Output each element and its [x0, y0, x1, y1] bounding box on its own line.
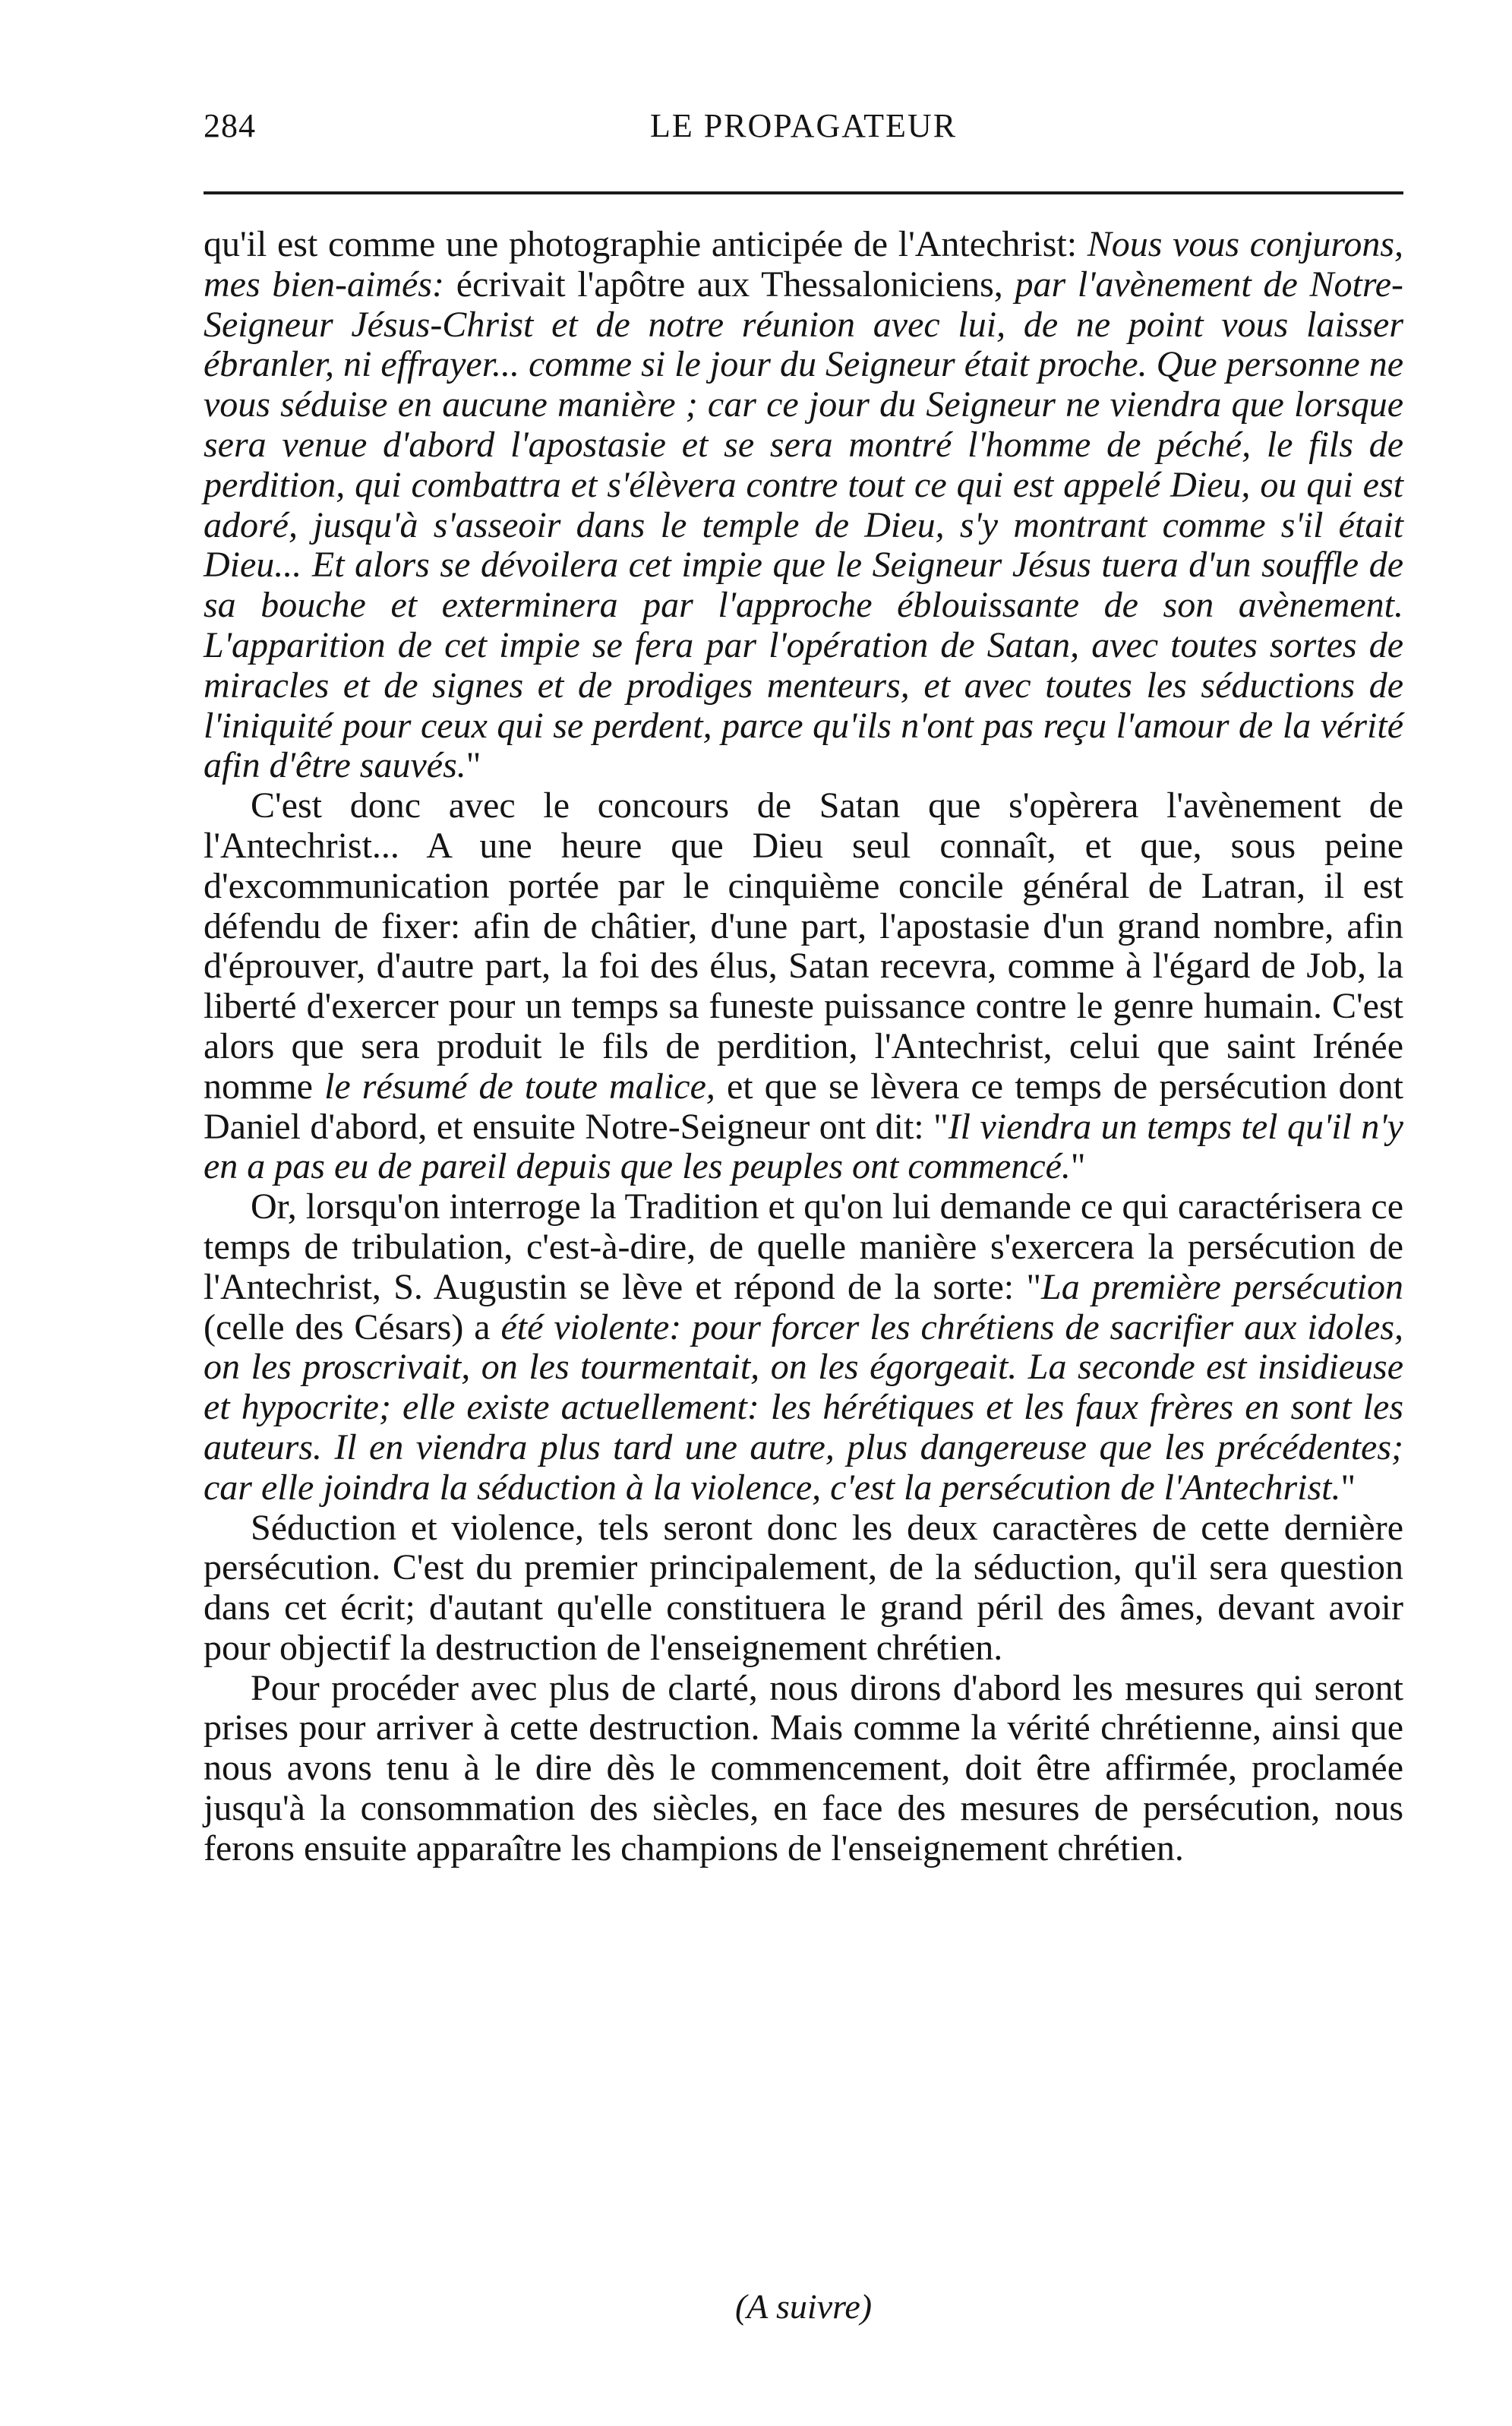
header-rule: [204, 191, 1403, 194]
text: (celle des Césars) a: [204, 1306, 501, 1347]
text: écrivait l'apôtre aux Thessaloniciens,: [443, 264, 1015, 305]
text: ": [466, 745, 481, 786]
text: C'est donc avec le concours de Satan que s'opèrera l'avènement de l'Antechrist... A une heure que Dieu seul connaît, et que, sous peine d'excommunication portée par le cinquième concile général de Latran, il est défendu de fixer: afin de châtier, d'une part, l'apostasie d'un grand nombre, afin d'éprouver, d'autre part, la foi des élus, Satan recevra, comme à l'égard de Job, la liberté d'exercer pour un temps sa funeste puissance contre le genre humain. C'est alors que sera produit le fils de perdition, l'Antechrist, celui que saint Irénée nomme: [204, 785, 1403, 1107]
italic-text: Il viendra un temps tel qu'il n'y en a pas eu de pareil depuis que les peuples ont commencé.: [204, 1106, 1403, 1187]
italic-text: été violente: pour forcer les chrétiens de sacrifier aux idoles, on les proscrivait, on les tourmentait, on les égorgeait. La seconde est insidieuse et hypocrite; elle existe actuellement: les hérétiques et les faux frères en sont les auteurs. Il en viendra plus tard une autre, plus dangereuse que les précédentes; car elle joindra la séduction à la violence, c'est la persécution de l'Antechrist.: [204, 1306, 1404, 1508]
italic-text: le résumé de toute malice,: [324, 1066, 715, 1107]
text: Séduction et violence, tels seront donc les deux caractères de cette dernière persécution. C'est du premier principalement, de la séduction, qu'il sera question dans cet écrit; d'autant qu'elle constituera le grand péril des âmes, devant avoir pour objectif la destruction de l'enseignement chrétien.: [204, 1507, 1403, 1668]
paragraph: [204, 1187, 1403, 1508]
text: ": [1070, 1146, 1086, 1187]
paragraph: [204, 1669, 1403, 1869]
italic-text: Nous vous conjurons, mes bien-aimés:: [204, 224, 1403, 305]
continuation-text: (A suivre): [734, 2287, 873, 2326]
italic-text: par l'avènement de Notre-Seigneur Jésus-Christ et de notre réunion avec lui, de ne point vous laisser ébranler, ni effrayer... comme si le jour du Seigneur était proche. Que personne ne vous séduise en aucune manière ; car ce jour du Seigneur ne viendra que lorsque sera venue d'abord l'apostasie et se sera montré l'homme de péché, le fils de perdition, qui combattra et s'élèvera contre tout ce qui est appelé Dieu, ou qui est adoré, jusqu'à s'asseoir dans le temple de Dieu, s'y montrant comme s'il était Dieu... Et alors se dévoilera cet impie que le Seigneur Jésus tuera d'un souffle de sa bouche et exterminera par l'approche éblouissante de son avènement. L'apparition de cet impie se fera par l'opération de Satan, avec toutes sortes de miracles et de signes et de prodiges menteurs, et avec toutes les séductions de l'iniquité pour ceux qui se perdent, parce qu'ils n'ont pas reçu l'amour de la vérité afin d'être sauvés.: [204, 264, 1404, 786]
italic-text: La première persécution: [1041, 1266, 1403, 1307]
page-number: 284: [204, 107, 256, 144]
paragraph: [204, 225, 1403, 786]
text: et que se lèvera ce temps de persécution dont Daniel d'abord, et ensuite Notre-Seigneur ont dit: ": [204, 1066, 1403, 1147]
paragraph: [204, 1508, 1403, 1669]
page-header: [204, 106, 1403, 153]
text: qu'il est comme une photographie anticipée de l'Antechrist:: [204, 224, 1087, 264]
text: ": [1340, 1467, 1356, 1508]
paragraph: [204, 786, 1403, 1187]
article-body: [204, 225, 1403, 1869]
continuation-note: [204, 2286, 1403, 2326]
text: Pour procéder avec plus de clarté, nous dirons d'abord les mesures qui seront prises pour arriver à cette destruction. Mais comme la vérité chrétienne, ainsi que nous avons tenu à le dire dès le commencement, doit être affirmée, proclamée jusqu'à la consommation des siècles, en face des mesures de persécution, nous ferons ensuite apparaître les champions de l'enseignement chrétien.: [204, 1667, 1403, 1868]
running-title: LE PROPAGATEUR: [649, 107, 958, 144]
text: Or, lorsqu'on interroge la Tradition et qu'on lui demande ce qui caractérisera ce temps de tribulation, c'est-à-dire, de quelle manière s'exercera la persécution de l'Antechrist, S. Augustin se lève et répond de la sorte: ": [204, 1186, 1403, 1307]
